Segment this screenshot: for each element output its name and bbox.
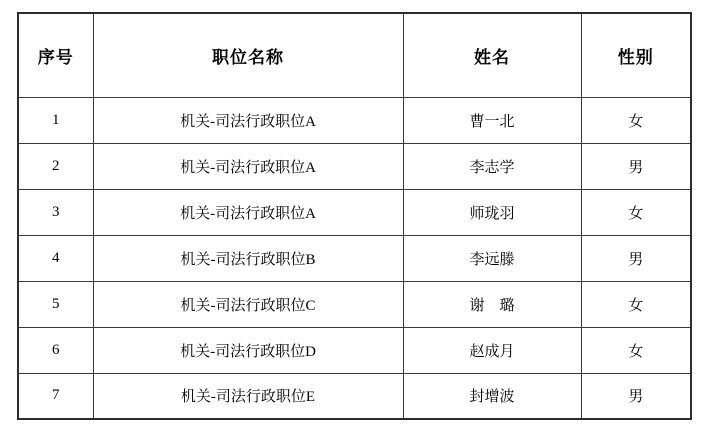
cell-no: 3 [18,189,93,235]
header-row [18,13,691,97]
cell-position: 机关-司法行政职位A [93,189,403,235]
cell-name: 封增波 [403,373,581,419]
cell-no: 4 [18,235,93,281]
cell-name: 谢 璐 [403,281,581,327]
cell-position: 机关-司法行政职位A [93,143,403,189]
cell-position: 机关-司法行政职位A [93,97,403,143]
table-body [18,97,691,419]
cell-position: 机关-司法行政职位D [93,327,403,373]
cell-no: 1 [18,97,93,143]
cell-no: 7 [18,373,93,419]
column-header-position: 职位名称 [93,13,403,97]
cell-gender: 男 [581,235,691,281]
table-row [18,189,691,235]
cell-position: 机关-司法行政职位B [93,235,403,281]
table-row [18,97,691,143]
cell-position: 机关-司法行政职位C [93,281,403,327]
table-row [18,281,691,327]
cell-gender: 女 [581,189,691,235]
position-roster-table [17,12,692,420]
table-row [18,143,691,189]
cell-no: 2 [18,143,93,189]
cell-name: 曹一北 [403,97,581,143]
cell-no: 6 [18,327,93,373]
table-row [18,327,691,373]
cell-name: 李远滕 [403,235,581,281]
table-row [18,373,691,419]
cell-gender: 女 [581,327,691,373]
cell-gender: 男 [581,373,691,419]
column-header-gender: 性别 [581,13,691,97]
cell-gender: 男 [581,143,691,189]
cell-gender: 女 [581,97,691,143]
cell-name: 师珑羽 [403,189,581,235]
table-header [18,13,691,97]
cell-gender: 女 [581,281,691,327]
cell-position: 机关-司法行政职位E [93,373,403,419]
cell-name: 赵成月 [403,327,581,373]
cell-no: 5 [18,281,93,327]
column-header-no: 序号 [18,13,93,97]
column-header-name: 姓名 [403,13,581,97]
table-row [18,235,691,281]
cell-name: 李志学 [403,143,581,189]
